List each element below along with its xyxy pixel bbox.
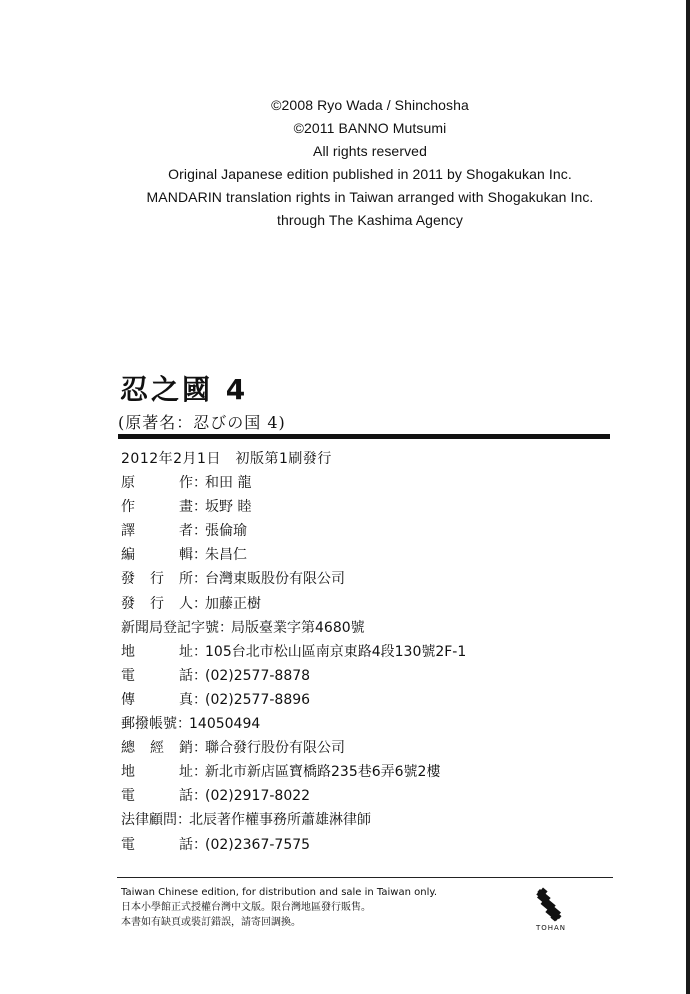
credit-row: 電話 ： (02)2577-8878 [121,664,466,688]
credit-value: 聯合發行股份有限公司 [205,740,345,757]
credit-value: 105台北市松山區南京東路4段130號2F-1 [205,643,467,660]
original-title: (原著名：忍びの国 4) [118,413,286,432]
book-title: 忍之國 4 [120,373,249,406]
credit-value: 加藤正樹 [205,595,261,612]
credit-row: 地址 ： 新北市新店區寶橋路235巷6弄6號2樓 [121,760,466,784]
credit-label: 編輯 [121,547,193,564]
notice-line: 日本小學館正式授權台灣中文版。限台灣地區發行販售。 [121,902,371,913]
copyright-line: through The Kashima Agency [276,212,463,228]
distribution-notice [121,885,437,930]
credit-label: 電話 [121,667,193,684]
credit-value: 新北市新店區寶橋路235巷6弄6號2樓 [205,764,441,781]
credit-value: 14050494 [189,716,261,733]
copyright-line: All rights reserved [313,143,427,159]
credit-value: (02)2577-8878 [205,667,311,684]
copyright-block [0,94,690,232]
credit-row: 發行所 ： 台灣東販股份有限公司 [121,567,466,591]
credit-row: 傳真 ： (02)2577-8896 [121,688,466,712]
notice-line: 本書如有缺頁或裝訂錯誤，請寄回調換。 [121,917,301,928]
credit-row: 電話 ： (02)2917-8022 [121,784,466,808]
credit-value: 和田 龍 [205,475,252,492]
credit-value: (02)2367-7575 [205,836,311,853]
credit-row: 新聞局登記字號 ： 局版臺業字第4680號 [121,616,466,640]
credit-row: 總經銷 ： 聯合發行股份有限公司 [121,736,466,760]
credit-label: 地址 [121,643,193,660]
copyright-line: ©2011 BANNO Mutsumi [293,120,447,136]
credit-row: 發行人 ： 加藤正樹 [121,592,466,616]
credit-row: 作畫 ： 坂野 睦 [121,495,466,519]
logo-wordmark: TOHAN [535,924,567,932]
credit-row: 郵撥帳號 ： 14050494 [121,712,466,736]
credit-label: 地址 [121,764,193,781]
credit-label: 電話 [121,836,193,853]
credit-label: 新聞局登記字號 [121,619,219,636]
footer-divider [117,877,613,878]
credit-label: 傳真 [121,691,193,708]
credit-value: 北辰著作權事務所蕭雄淋律師 [189,812,371,829]
credit-row: 編輯 ： 朱昌仁 [121,543,466,567]
credit-row: 法律顧問 ： 北辰著作權事務所蕭雄淋律師 [121,808,466,832]
credit-value: 坂野 睦 [205,499,252,516]
credit-label: 電話 [121,788,193,805]
credit-label: 原作 [121,475,193,492]
credit-label: 譯者 [121,523,193,540]
credit-label: 發行人 [121,595,193,612]
credit-label: 總經銷 [121,740,193,757]
notice-line: Taiwan Chinese edition, for distribution and sale in Taiwan only. [121,887,438,898]
credit-label: 發行所 [121,571,193,588]
credit-value: (02)2577-8896 [205,691,311,708]
credit-row: 譯者 ： 張倫瑜 [121,519,466,543]
credit-value: 局版臺業字第4680號 [231,619,365,636]
credit-label: 作畫 [121,499,193,516]
credit-label: 法律顧問 [121,812,177,829]
credit-value: 台灣東販股份有限公司 [205,571,345,588]
edition-date: 2012年2月1日 初版第1刷發行 [121,451,332,467]
credit-row: 電話 ： (02)2367-7575 [121,833,466,857]
credit-row: 原作 ： 和田 龍 [121,471,466,495]
copyright-line: ©2008 Ryo Wada / Shinchosha [271,97,469,113]
credit-value: 張倫瑜 [205,523,247,540]
credit-row: 地址 ： 105台北市松山區南京東路4段130號2F-1 [121,640,466,664]
credits-block [121,447,466,857]
copyright-line: Original Japanese edition published in 2011 by Shogakukan Inc. [168,166,572,182]
credit-value: 朱昌仁 [205,547,247,564]
credit-value: (02)2917-8022 [205,788,311,805]
copyright-line: MANDARIN translation rights in Taiwan arranged with Shogakukan Inc. [146,189,594,205]
credit-label: 郵撥帳號 [121,716,177,733]
title-divider [118,434,610,439]
